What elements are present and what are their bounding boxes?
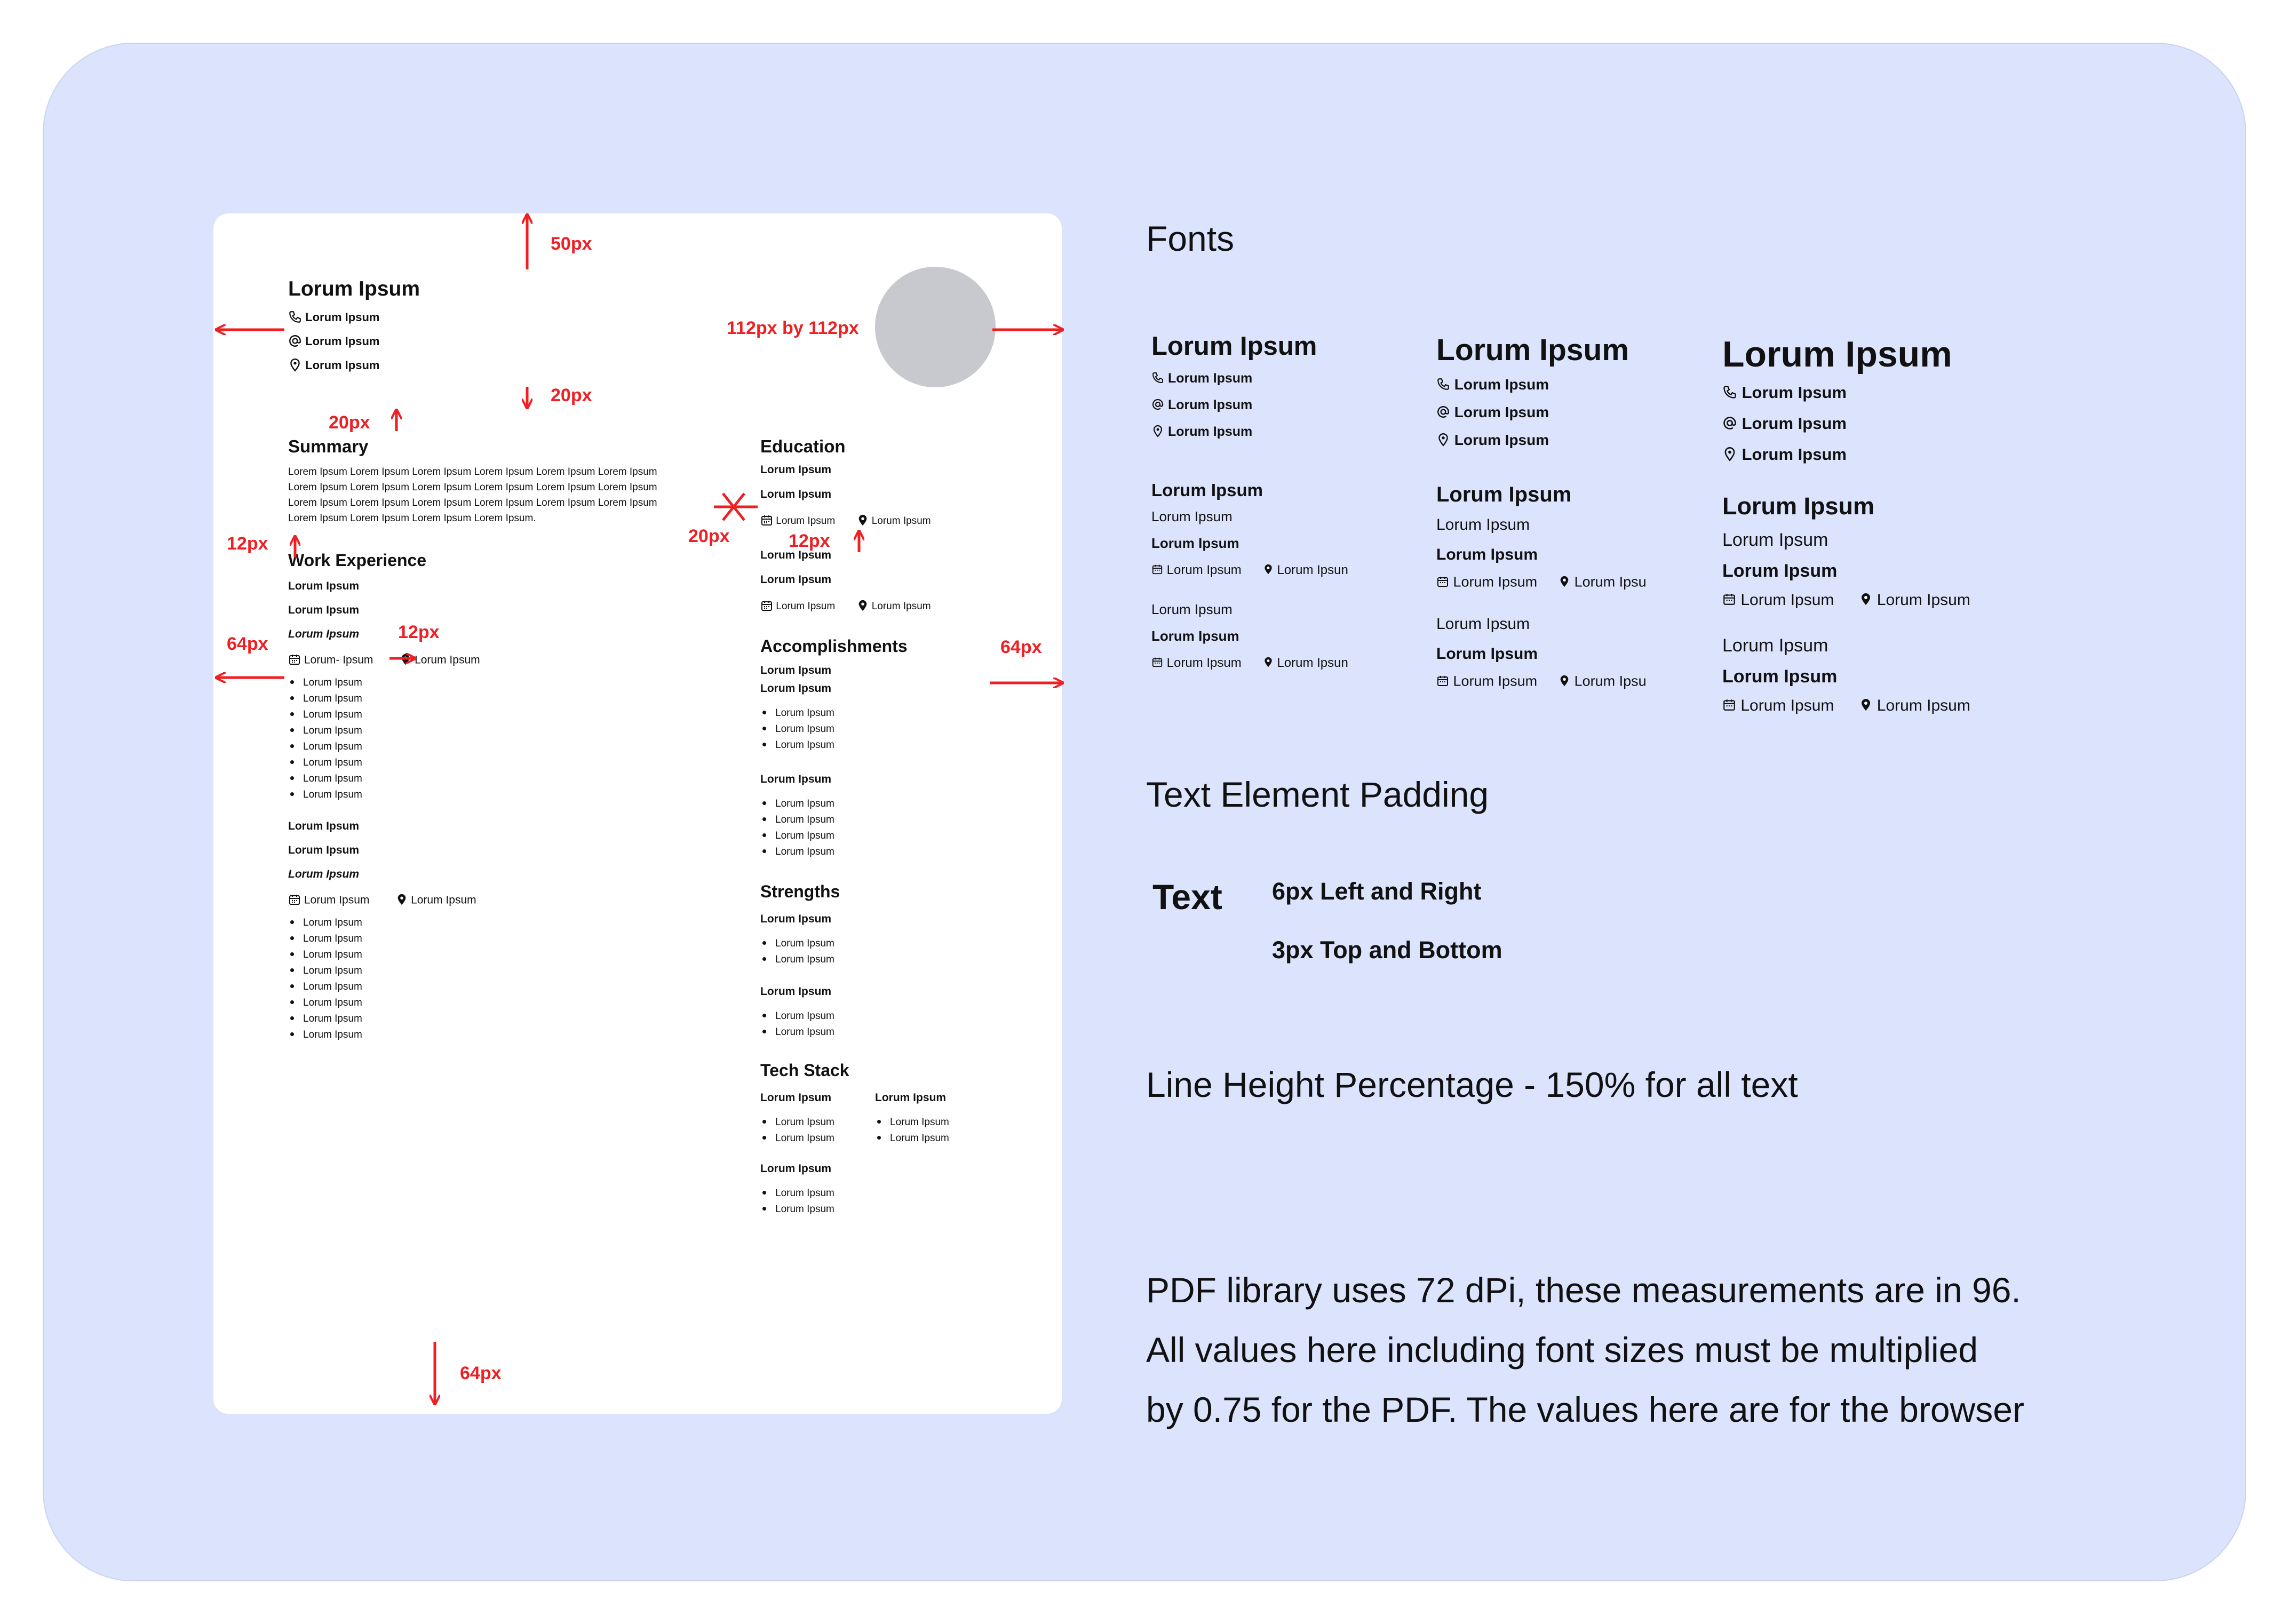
- location-pin-icon: [1151, 425, 1164, 440]
- education-entry-1: Lorum Ipsum Lorum Ipsum Lorum Ipsum Lorum Ipsum: [760, 464, 931, 529]
- strengths-heading: Strengths: [760, 882, 840, 901]
- font-sample-large: Lorum Ipsum Lorum Ipsum Lorum Ipsum Lorum Ipsum Lorum Ipsum Lorum Ipsum Lorum Ipsum Lorum Ipsum Lorum Ipsum Lorum Ipsum Lorum Ipsum Lorum Ipsum Lorum Ipsum: [1722, 336, 1970, 715]
- at-icon: [1722, 416, 1737, 433]
- horizontal-padding-label: 6px Left and Right: [1272, 878, 1482, 905]
- education-entry-2: Lorum Ipsum Lorum Ipsum Lorum Ipsum Lorum Ipsum: [760, 550, 931, 615]
- strength-entry-2: Lorum Ipsum Lorum Ipsum Lorum Ipsum: [760, 986, 834, 1040]
- location-pin-icon: [1263, 563, 1274, 578]
- work-meta: Lorum- Ipsum Lorum Ipsum: [288, 652, 480, 675]
- bottom-margin-label: 64px: [460, 1363, 502, 1383]
- calendar-icon: [1722, 698, 1736, 715]
- location-contact: Lorum Ipsum: [288, 358, 379, 382]
- education-meta: Lorum Ipsum Lorum Ipsum: [760, 599, 931, 615]
- column-gap-label: 20px: [688, 526, 730, 546]
- tech-entry-1: Lorum Ipsum Lorum Ipsum Lorum Ipsum: [760, 1092, 834, 1147]
- calendar-icon: [1722, 592, 1736, 609]
- work-meta: Lorum Ipsum Lorum Ipsum: [288, 893, 476, 915]
- work-role: Lorum Ipsum: [288, 628, 360, 640]
- header-gap-label: 20px: [551, 385, 592, 405]
- calendar-icon: [1436, 575, 1449, 591]
- pdf-note: PDF library uses 72 dPi, these measurements are in 96. All values here including font sizes must be multiplied by 0.75 for the PDF. The values here are for the browser: [1146, 1270, 2024, 1429]
- education-gap-label: 12px: [789, 531, 830, 551]
- font-sample-small: Lorum Ipsum Lorum Ipsum Lorum Ipsum Lorum Ipsum Lorum Ipsum Lorum Ipsum Lorum Ipsum Lorum Ipsum Lorum Ipsun Lorum Ipsum Lorum Ipsum Lorum Ipsum Lorum Ipsun: [1151, 333, 1348, 671]
- accomplishments-heading: Accomplishments: [760, 636, 908, 656]
- work-experience-heading: Work Experience: [288, 551, 427, 570]
- summary-heading: Summary: [288, 436, 369, 456]
- tech-entry-2: Lorum Ipsum Lorum Ipsum Lorum Ipsum: [875, 1092, 949, 1147]
- location-pin-icon: [1559, 674, 1570, 690]
- calendar-icon: [1436, 674, 1449, 690]
- work-role: Lorum Ipsum: [288, 868, 360, 880]
- at-icon: [1151, 398, 1164, 413]
- location-pin-icon: [1559, 575, 1570, 591]
- email-contact: Lorum Ipsum: [288, 334, 379, 358]
- section-gap-label: 12px: [227, 534, 268, 554]
- summary-text: Lorem Ipsum Lorem Ipsum Lorem Ipsum Lorem Ipsum Lorem Ipsum Lorem Ipsum Lorem Ipsum Lorem Ipsum Lorem Ipsum Lorem Ipsum Lorem Ipsum Lorem Ipsum Lorem Ipsum Lorem Ipsum Lorem Ipsum Lorem Ipsum Lorem Ipsum Lorem Ipsum Lorem Ipsum Lorem Ipsum Lorem Ipsum Lorem Ipsum.: [288, 466, 657, 524]
- work-bullets: Lorum Ipsum Lorum Ipsum Lorum Ipsum Lorum Ipsum Lorum Ipsum Lorum Ipsum Lorum Ipsum Lorum Ipsum: [288, 675, 480, 803]
- work-company: Lorum Ipsum: [288, 844, 360, 856]
- location-pin-icon: [1722, 447, 1737, 464]
- work-bullets: Lorum Ipsum Lorum Ipsum Lorum Ipsum Lorum Ipsum Lorum Ipsum Lorum Ipsum Lorum Ipsum Lorum Ipsum: [288, 915, 476, 1043]
- calendar-icon: [1151, 563, 1163, 578]
- padding-heading: Text Element Padding: [1146, 775, 1489, 814]
- location-pin-icon: [1436, 433, 1450, 449]
- tech-stack-heading: Tech Stack: [760, 1061, 849, 1080]
- right-margin-label: 64px: [1000, 637, 1042, 657]
- location-pin-icon: [1859, 592, 1872, 610]
- accomplishment-entry-1: Lorum Ipsum Lorum Ipsum Lorum Ipsum Lorum Ipsum Lorum Ipsum: [760, 665, 834, 753]
- resume-name: Lorum Ipsum: [288, 277, 420, 300]
- education-heading: Education: [760, 436, 846, 456]
- padding-sample-text: Text: [1152, 877, 1222, 917]
- fonts-heading: Fonts: [1146, 219, 1235, 258]
- at-icon: [1436, 405, 1450, 421]
- work-title: Lorum Ipsum: [288, 820, 360, 832]
- icon-gap-label: 12px: [398, 622, 440, 642]
- work-company: Lorum Ipsum: [288, 604, 360, 616]
- work-title: Lorum Ipsum: [288, 580, 360, 592]
- top-margin-label: 50px: [551, 234, 592, 254]
- line-height-note: Line Height Percentage - 150% for all text: [1146, 1065, 1798, 1104]
- left-margin-label: 64px: [227, 634, 268, 654]
- tech-entry-3: Lorum Ipsum Lorum Ipsum Lorum Ipsum: [760, 1163, 834, 1217]
- photo-size-label: 112px by 112px: [727, 318, 859, 338]
- phone-contact: Lorum Ipsum: [288, 310, 379, 334]
- summary-gap-label: 20px: [329, 412, 370, 433]
- education-meta: Lorum Ipsum Lorum Ipsum: [760, 513, 931, 529]
- phone-icon: [1151, 371, 1164, 387]
- phone-icon: [1722, 385, 1737, 402]
- vertical-padding-label: 3px Top and Bottom: [1272, 936, 1502, 964]
- font-sample-medium: Lorum Ipsum Lorum Ipsum Lorum Ipsum Lorum Ipsum Lorum Ipsum Lorum Ipsum Lorum Ipsum Lorum Ipsum Lorum Ipsu Lorum Ipsum Lorum Ipsum Lorum Ipsum Lorum Ipsu: [1436, 335, 1647, 690]
- strength-entry-1: Lorum Ipsum Lorum Ipsum Lorum Ipsum: [760, 913, 834, 968]
- calendar-icon: [1151, 656, 1163, 671]
- accomplishment-entry-2: Lorum Ipsum Lorum Ipsum Lorum Ipsum Lorum Ipsum Lorum Ipsum: [760, 774, 834, 860]
- location-pin-icon: [1263, 656, 1274, 671]
- location-pin-icon: [1859, 697, 1872, 715]
- phone-icon: [1436, 377, 1450, 394]
